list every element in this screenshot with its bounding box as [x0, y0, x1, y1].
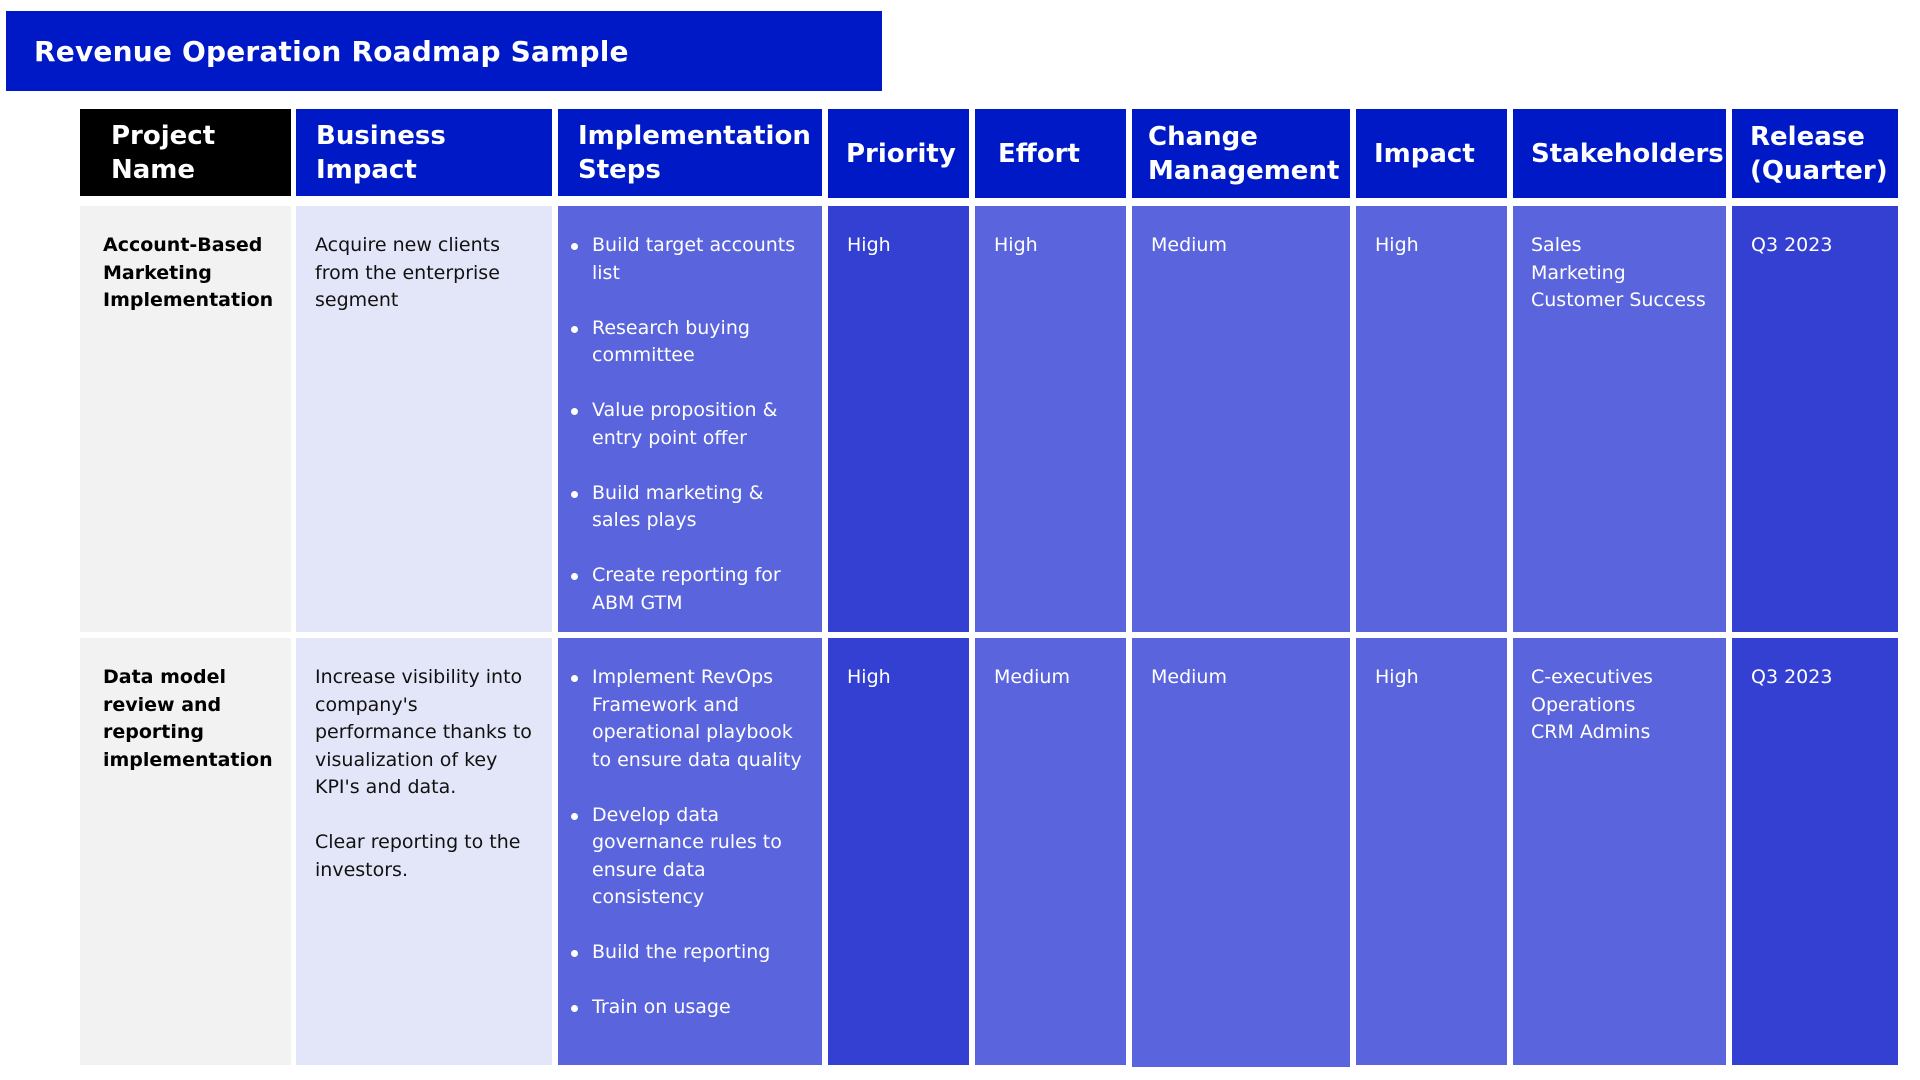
- step-item: Research buying committee: [570, 315, 814, 370]
- project-name-line: Marketing: [103, 261, 212, 284]
- header-impact: [1356, 109, 1507, 198]
- header-implementation-steps: [558, 109, 822, 196]
- header-change-management-line: Change: [1148, 121, 1258, 152]
- header-release-line: (Quarter): [1750, 155, 1888, 186]
- project-name-line: Data model: [103, 666, 226, 688]
- project-name-line: implementation: [103, 748, 273, 771]
- business-impact-text: Increase visibility into company's performance thanks to visualization of key KPI's and data.: [315, 666, 532, 798]
- header-impact-label: Impact: [1374, 138, 1475, 169]
- stakeholder-item: CRM Admins: [1531, 721, 1651, 743]
- row1-project-name: [80, 206, 291, 632]
- change-management-value: Medium: [1151, 234, 1227, 256]
- row1-priority: [828, 206, 969, 632]
- step-item: Value proposition & entry point offer: [570, 397, 814, 452]
- row2-effort: [975, 638, 1126, 1065]
- row2-stakeholders: [1513, 638, 1726, 1065]
- project-name-line: Account-Based: [103, 234, 263, 256]
- row1-business-impact: [296, 206, 552, 632]
- header-priority: [828, 109, 969, 198]
- effort-value: Medium: [994, 666, 1070, 688]
- stakeholder-item: Marketing: [1531, 261, 1626, 284]
- step-item: Build the reporting: [570, 939, 814, 967]
- business-impact-text: Clear reporting to the investors.: [315, 831, 521, 881]
- impact-value: High: [1375, 666, 1419, 688]
- header-project-name-line: Name: [111, 154, 196, 185]
- priority-value: High: [847, 666, 891, 688]
- header-business-impact: [296, 109, 552, 196]
- header-release: [1732, 109, 1898, 198]
- release-value: Q3 2023: [1751, 666, 1833, 688]
- row2-implementation-steps: [558, 638, 822, 1065]
- row2-priority: [828, 638, 969, 1065]
- page-title: Revenue Operation Roadmap Sample: [34, 34, 629, 68]
- row1-change-management: [1132, 206, 1350, 632]
- steps-list: [570, 664, 814, 1022]
- header-release-line: Release: [1750, 121, 1865, 152]
- step-item: Create reporting for ABM GTM: [570, 562, 814, 617]
- priority-value: High: [847, 234, 891, 256]
- header-project-name-line: Project: [111, 120, 216, 151]
- release-value: Q3 2023: [1751, 234, 1833, 256]
- stakeholder-item: Operations: [1531, 693, 1636, 716]
- row2-project-name: [80, 638, 291, 1065]
- title-banner: [6, 11, 882, 91]
- row2-change-management: [1132, 638, 1350, 1067]
- header-change-management-line: Management: [1148, 155, 1340, 186]
- row1-stakeholders: [1513, 206, 1726, 632]
- header-effort: [975, 109, 1126, 198]
- row1-effort: [975, 206, 1126, 632]
- row2-release: [1732, 638, 1898, 1065]
- row1-release: [1732, 206, 1898, 632]
- header-implementation-steps-line: Implementation: [578, 120, 811, 151]
- header-change-management: [1132, 109, 1350, 198]
- row2-business-impact: [296, 638, 552, 1065]
- row2-impact: [1356, 638, 1507, 1065]
- project-name-line: reporting: [103, 721, 205, 743]
- steps-list: [570, 232, 814, 617]
- header-project-name: [80, 109, 291, 196]
- project-name-line: review and: [103, 693, 222, 716]
- effort-value: High: [994, 234, 1038, 256]
- stakeholder-item: Sales: [1531, 234, 1582, 256]
- step-item: Build marketing & sales plays: [570, 480, 814, 535]
- step-item: Implement RevOps Framework and operational playbook to ensure data quality: [570, 664, 814, 774]
- step-item: Build target accounts list: [570, 232, 814, 287]
- row1-implementation-steps: [558, 206, 822, 632]
- header-priority-label: Priority: [846, 138, 956, 169]
- row1-impact: [1356, 206, 1507, 632]
- header-implementation-steps-line: Steps: [578, 154, 661, 185]
- step-item: Train on usage: [570, 994, 814, 1022]
- header-business-impact-line: Business: [316, 120, 446, 151]
- step-item: Develop data governance rules to ensure data consistency: [570, 802, 814, 912]
- header-stakeholders-label: Stakeholders: [1531, 138, 1724, 169]
- header-business-impact-line: Impact: [316, 154, 417, 185]
- stakeholder-item: C-executives: [1531, 666, 1653, 688]
- stakeholder-item: Customer Success: [1531, 289, 1706, 311]
- impact-value: High: [1375, 234, 1419, 256]
- project-name-line: Implementation: [103, 289, 274, 311]
- change-management-value: Medium: [1151, 666, 1227, 688]
- header-stakeholders: [1513, 109, 1726, 198]
- header-effort-label: Effort: [998, 138, 1080, 169]
- business-impact-text: Acquire new clients from the enterprise segment: [315, 234, 501, 311]
